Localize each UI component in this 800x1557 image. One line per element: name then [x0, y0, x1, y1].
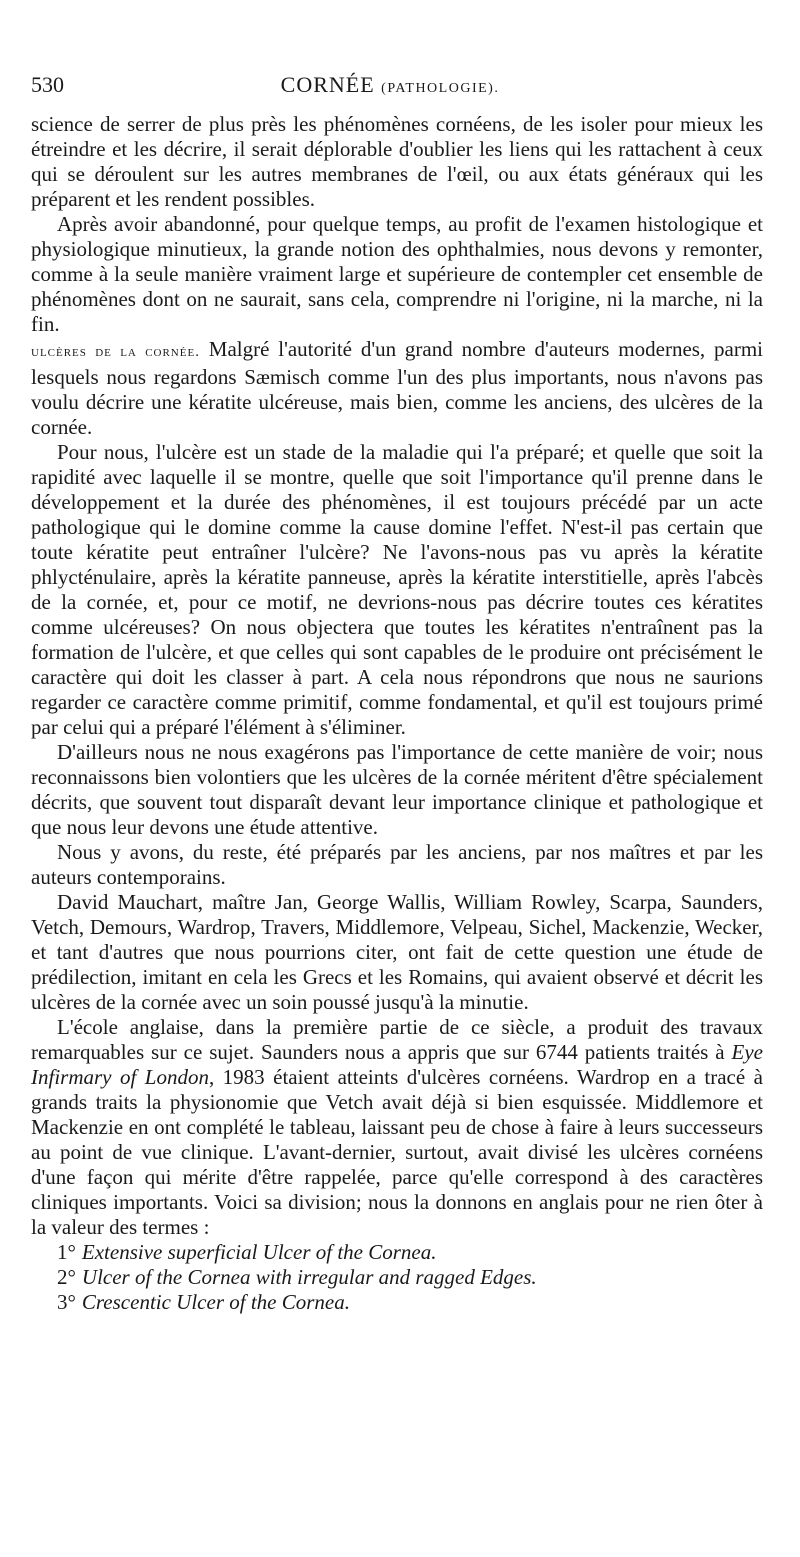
page-header — [31, 72, 749, 104]
running-head — [31, 72, 749, 98]
ulcer-classification-list — [31, 1240, 763, 1315]
paragraph-7: David Mauchart, maître Jan, George Wallis, William Rowley, Scarpa, Saunders, Vetch, Demours, Wardrop, Travers, Middlemore, Velpeau, Sichel, Mackenzie, Wecker, et tant d'autres que nous pourrions citer, ont fait de cette question une étude de prédilection, imitant en cela les Grecs et les Romains, qui avaient observé et décrit les ulcères de la cornée avec un soin poussé jusqu'à la minutie. — [31, 890, 763, 1014]
list-number: 3° — [57, 1290, 76, 1314]
paragraph-1: science de serrer de plus près les phénomènes cornéens, de les isoler pour mieux les étreindre et les décrire, il serait déplorable d'oublier les liens qui les rattachent à ceux qui se déroulent sur les autres membranes de l'œil, ou aux états généraux qui les préparent et les rendent possibles. — [31, 112, 763, 211]
paragraph-3-text: Malgré l'autorité d'un grand nombre d'auteurs modernes, parmi lesquels nous regardons Sæmisch comme l'un des plus importants, nous n'avons pas voulu décrire une kératite ulcéreuse, mais bien, comme les anciens, des ulcères de la cornée. — [31, 337, 763, 439]
paragraph-5: D'ailleurs nous ne nous exagérons pas l'importance de cette manière de voir; nous reconnaissons bien volontiers que les ulcères de la cornée méritent d'être spécialement décrits, que souvent tout disparaît devant leur importance clinique et pathologique et que nous leur devons une étude attentive. — [31, 740, 763, 839]
paragraph-6: Nous y avons, du reste, été préparés par les anciens, par nos maîtres et par les auteurs contemporains. — [31, 840, 763, 889]
list-item — [31, 1265, 763, 1290]
list-text: Extensive superficial Ulcer of the Cornea. — [81, 1240, 437, 1264]
paragraph-8-part-a: L'école anglaise, dans la première partie de ce siècle, a produit des travaux remarquables sur ce sujet. Saunders nous a appris que sur 6744 patients traités à — [31, 1015, 763, 1064]
list-number: 1° — [57, 1240, 76, 1264]
paragraph-8-part-b: , 1983 étaient atteints d'ulcères cornéens. Wardrop en a tracé à grands traits la physionomie que Vetch avait déjà si bien esquissée. Middlemore et Mackenzie en ont complété le tableau, laissant peu de chose à faire à leurs successeurs au point de vue clinique. L'avant-dernier, surtout, avait divisé les ulcères cornéens d'une façon qui mérite d'être rappelée, parce qu'elle correspond à des caractères cliniques importants. Voici sa division; nous la donnons en anglais pour ne rien ôter à la valeur des termes : — [31, 1065, 763, 1239]
paragraph-3 — [31, 337, 763, 440]
running-head-title: CORNÉE — [280, 72, 375, 97]
list-text: Crescentic Ulcer of the Cornea. — [81, 1290, 350, 1314]
paragraph-4: Pour nous, l'ulcère est un stade de la maladie qui l'a préparé; et quelle que soit la rapidité avec laquelle il se montre, quelle que soit l'importance qu'il prenne dans le développement et la durée des phénomènes, il est toujours précédé par un acte pathologique qui le domine comme la cause domine l'effet. N'est-il pas certain que toute kératite peut entraîner l'ulcère? Ne l'avons-nous pas vu après la kératite phlycténulaire, après la kératite panneuse, après la kératite interstitielle, après l'abcès de la cornée, et, pour ce motif, ne devrions-nous pas décrire toutes ces kératites comme ulcéreuses? On nous objectera que toutes les kératites n'entraînent pas la formation de l'ulcère, et que celles qui sont capables de le produire ont précisément le caractère qui doit les classer à part. A cela nous répondrons que nous ne saurions regarder ce caractère comme primitif, comme fondamental, et qu'il est toujours primé par celui qui a préparé l'élément à s'éliminer. — [31, 440, 763, 739]
running-head-subtitle: (PATHOLOGIE). — [381, 81, 500, 96]
body-text — [31, 112, 763, 1315]
list-item — [31, 1240, 763, 1265]
paragraph-8-italic: Eye Infirmary of London — [31, 1040, 763, 1089]
list-text: Ulcer of the Cornea with irregular and ragged Edges. — [81, 1265, 537, 1289]
list-item — [31, 1290, 763, 1315]
paragraph-8 — [31, 1015, 763, 1240]
paragraph-2: Après avoir abandonné, pour quelque temps, au profit de l'examen histologique et physiologique minutieux, la grande notion des ophthalmies, nous devons y remonter, comme à la seule manière vraiment large et supérieure de contempler cet ensemble de phénomènes dont on ne saurait, sans cela, comprendre ni l'origine, ni la marche, ni la fin. — [31, 212, 763, 336]
page-number: 530 — [31, 72, 64, 97]
section-heading: ulcères de la cornée. — [31, 344, 200, 360]
list-number: 2° — [57, 1265, 76, 1289]
